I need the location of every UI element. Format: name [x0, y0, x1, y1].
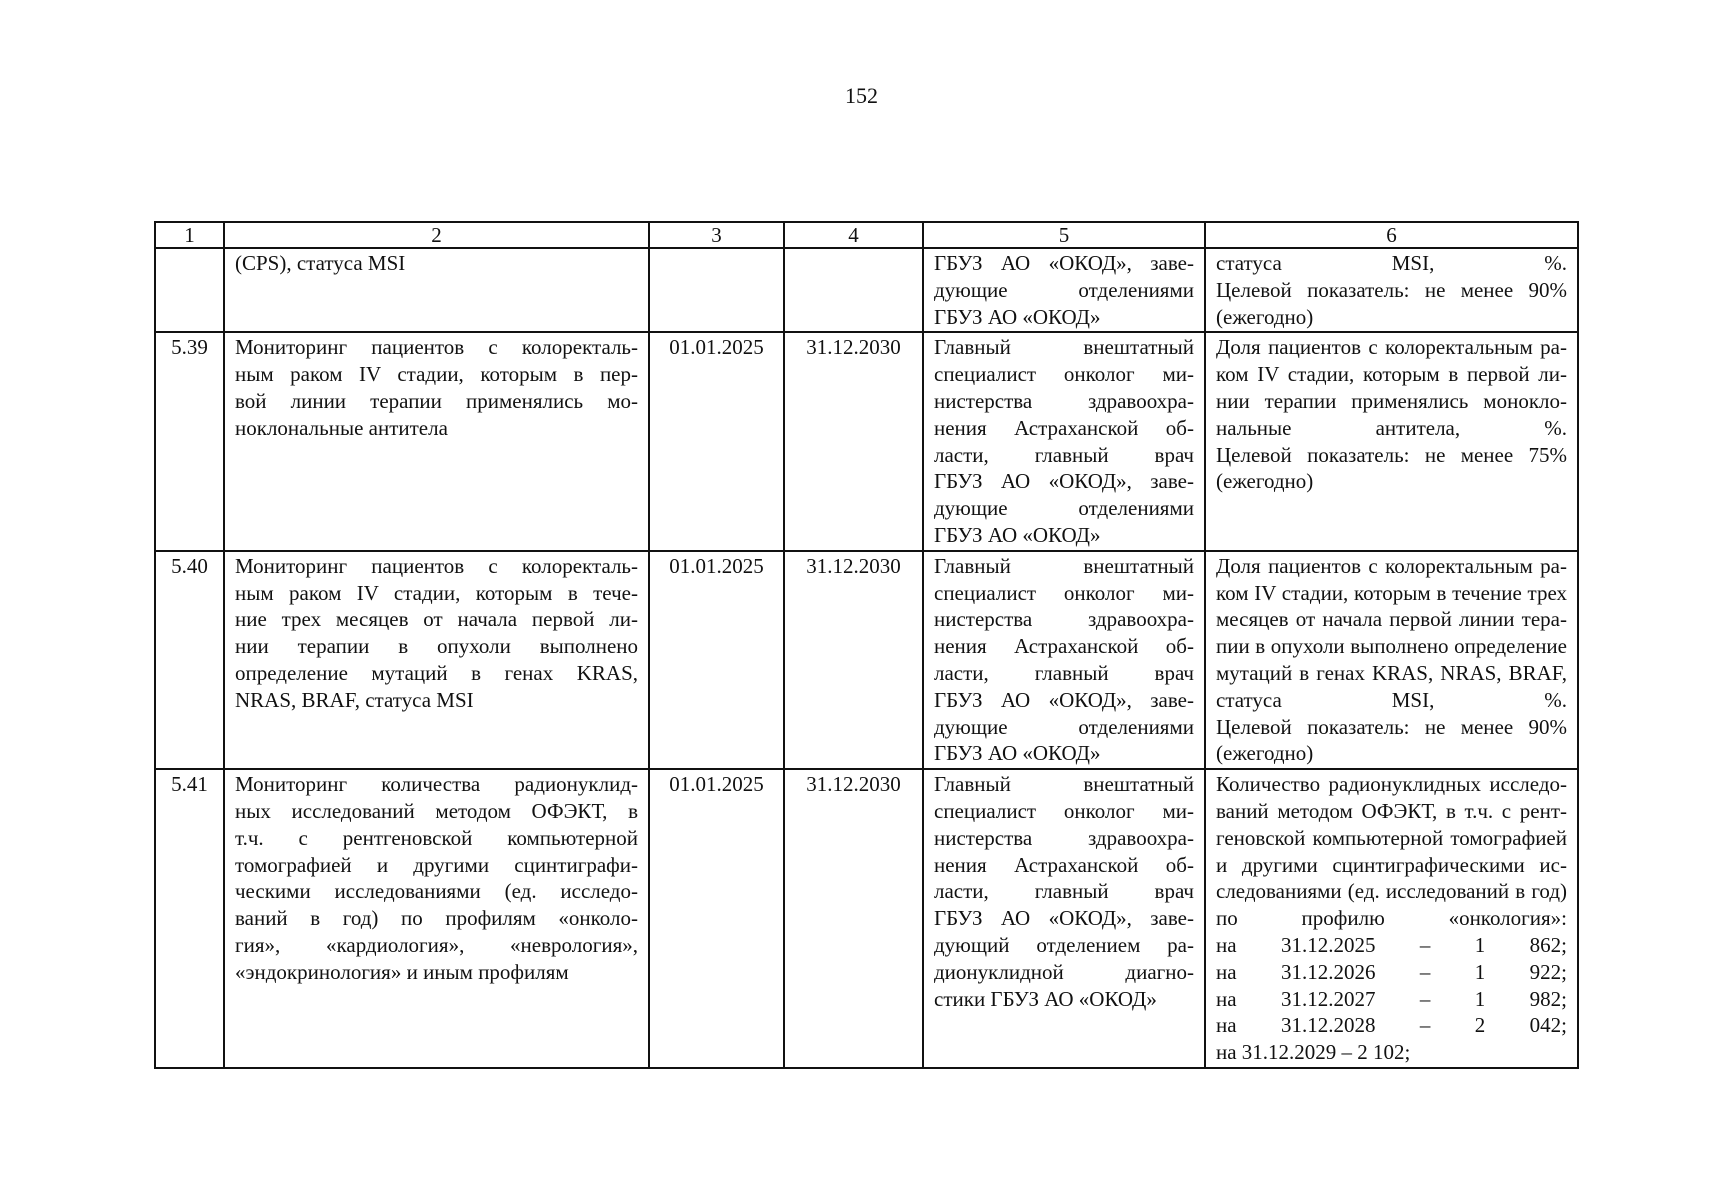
measure-cell-line: томографией и другими сцинтиграфи-: [235, 852, 638, 877]
indicator-cell-line: статуса MSI, %.: [1216, 251, 1567, 275]
indicator-cell-line: на 31.12.2025 – 1 862;: [1216, 932, 1567, 957]
measure-cell-line: определение мутаций в генах KRAS,: [235, 660, 638, 685]
measure-cell-line: NRAS, BRAF, статуса MSI: [235, 687, 474, 712]
indicator-cell-line: Целевой показатель: не менее 75%: [1216, 442, 1567, 467]
measure-cell: [224, 248, 649, 332]
row-number: 5.40: [155, 551, 224, 769]
indicator-cell-line: мутаций в генах KRAS, NRAS, BRAF,: [1216, 660, 1567, 685]
indicator-cell-line: нальные антитела, %.: [1216, 415, 1567, 440]
responsible-cell: [923, 551, 1205, 769]
measure-cell-line: Мониторинг пациентов с колоректаль-: [235, 335, 638, 360]
indicator-cell-line: ваний методом ОФЭКТ, в т.ч. с рент-: [1216, 798, 1567, 823]
responsible-cell-line: нистерства здравоохра-: [934, 388, 1194, 413]
responsible-cell-line: стики ГБУЗ АО «ОКОД»: [934, 986, 1157, 1011]
indicator-cell-line: на 31.12.2027 – 1 982;: [1216, 986, 1567, 1011]
responsible-cell-line: ГБУЗ АО «ОКОД», заве-: [934, 906, 1194, 931]
indicator-cell-line: месяцев от начала первой линии тера-: [1216, 607, 1567, 632]
end-date: [784, 248, 923, 332]
row-number: 5.41: [155, 769, 224, 1068]
responsible-cell-line: ГБУЗ АО «ОКОД», заве-: [934, 469, 1194, 494]
table-row: [155, 248, 1578, 332]
indicator-cell-line: и другими сцинтиграфическими ис-: [1216, 852, 1567, 877]
responsible-cell-line: нения Астраханской об-: [934, 852, 1194, 877]
responsible-cell-line: ласти, главный врач: [934, 660, 1194, 685]
responsible-cell-line: ГБУЗ АО «ОКОД»: [934, 304, 1101, 329]
responsible-cell-line: дующие отделениями: [934, 277, 1194, 302]
indicator-cell-line: пии в опухоли выполнено определение: [1216, 634, 1567, 659]
indicator-cell-line: Доля пациентов с колоректальным ра-: [1216, 335, 1567, 360]
measure-cell-line: ных исследований методом ОФЭКТ, в: [235, 798, 638, 823]
measure-cell-line: ным раком IV стадии, которым в тече-: [235, 580, 638, 605]
responsible-cell-line: нистерства здравоохра-: [934, 607, 1194, 632]
measure-cell: [224, 551, 649, 769]
indicator-cell-line: Количество радионуклидных исследо-: [1216, 772, 1567, 797]
responsible-cell-line: специалист онколог ми-: [934, 362, 1194, 387]
indicator-cell-line: Целевой показатель: не менее 90%: [1216, 277, 1567, 302]
measure-cell-line: вой линии терапии применялись мо-: [235, 388, 638, 413]
column-header-4: 4: [784, 222, 923, 248]
measure-cell-line: ваний в год) по профилям «онколо-: [235, 906, 638, 931]
indicator-cell-line: (ежегодно): [1216, 741, 1314, 766]
start-date: [649, 248, 784, 332]
measure-cell-line: ным раком IV стадии, которым в пер-: [235, 362, 638, 387]
indicator-cell-line: ком IV стадии, которым в первой ли-: [1216, 362, 1567, 387]
responsible-cell-line: ГБУЗ АО «ОКОД»: [934, 522, 1101, 547]
indicator-cell-line: геновской компьютерной томографией: [1216, 825, 1567, 850]
measure-cell-line: Мониторинг количества радионуклид-: [235, 772, 638, 797]
measure-cell-line: нии терапии в опухоли выполнено: [235, 634, 638, 659]
responsible-cell: [923, 769, 1205, 1068]
measure-cell-line: Мониторинг пациентов с колоректаль-: [235, 553, 638, 578]
table-row: [155, 551, 1578, 769]
measure-cell-line: ноклональные антитела: [235, 415, 448, 440]
plan-table: [154, 221, 1579, 1069]
table-body: [155, 248, 1578, 1068]
measure-cell-line: ческими исследованиями (ед. исследо-: [235, 879, 638, 904]
responsible-cell-line: нения Астраханской об-: [934, 415, 1194, 440]
responsible-cell-line: дующие отделениями: [934, 714, 1194, 739]
table-row: [155, 769, 1578, 1068]
table-row: [155, 332, 1578, 550]
measure-cell: [224, 769, 649, 1068]
column-number-row: [155, 222, 1578, 248]
responsible-cell-line: специалист онколог ми-: [934, 798, 1194, 823]
indicator-cell-line: (ежегодно): [1216, 469, 1314, 494]
measure-cell-line: т.ч. с рентгеновской компьютерной: [235, 825, 638, 850]
start-date: 01.01.2025: [649, 769, 784, 1068]
responsible-cell-line: ГБУЗ АО «ОКОД»: [934, 741, 1101, 766]
measure-cell-line: ние трех месяцев от начала первой ли-: [235, 607, 638, 632]
indicator-cell-line: (ежегодно): [1216, 304, 1314, 329]
responsible-cell-line: ласти, главный врач: [934, 442, 1194, 467]
responsible-cell-line: нения Астраханской об-: [934, 634, 1194, 659]
responsible-cell: [923, 332, 1205, 550]
indicator-cell-line: статуса MSI, %.: [1216, 687, 1567, 712]
indicator-cell-line: нии терапии применялись моноклo-: [1216, 388, 1567, 413]
measure-cell-line: «эндокринология» и иным профилям: [235, 959, 569, 984]
end-date: 31.12.2030: [784, 551, 923, 769]
indicator-cell: [1205, 769, 1578, 1068]
row-number: 5.39: [155, 332, 224, 550]
responsible-cell-line: Главный внештатный: [934, 335, 1194, 360]
indicator-cell-line: ком IV стадии, которым в течение трех: [1216, 580, 1567, 605]
column-header-2: 2: [224, 222, 649, 248]
responsible-cell-line: дионуклидной диагно-: [934, 959, 1194, 984]
indicator-cell-line: на 31.12.2029 – 2 102;: [1216, 1040, 1411, 1065]
responsible-cell-line: ласти, главный врач: [934, 879, 1194, 904]
indicator-cell: [1205, 332, 1578, 550]
row-number: [155, 248, 224, 332]
responsible-cell-line: ГБУЗ АО «ОКОД», заве-: [934, 251, 1194, 275]
responsible-cell: [923, 248, 1205, 332]
start-date: 01.01.2025: [649, 551, 784, 769]
measure-cell-line: (CPS), статуса MSI: [235, 251, 406, 275]
column-header-1: 1: [155, 222, 224, 248]
page-number: 152: [845, 83, 878, 108]
indicator-cell-line: следованиями (ед. исследований в год): [1216, 879, 1567, 904]
indicator-cell-line: на 31.12.2026 – 1 922;: [1216, 959, 1567, 984]
end-date: 31.12.2030: [784, 769, 923, 1068]
end-date: 31.12.2030: [784, 332, 923, 550]
measure-cell: [224, 332, 649, 550]
indicator-cell-line: на 31.12.2028 – 2 042;: [1216, 1013, 1567, 1038]
responsible-cell-line: ГБУЗ АО «ОКОД», заве-: [934, 687, 1194, 712]
column-header-3: 3: [649, 222, 784, 248]
responsible-cell-line: нистерства здравоохра-: [934, 825, 1194, 850]
responsible-cell-line: Главный внештатный: [934, 553, 1194, 578]
indicator-cell-line: Целевой показатель: не менее 90%: [1216, 714, 1567, 739]
responsible-cell-line: дующие отделениями: [934, 496, 1194, 521]
responsible-cell-line: дующий отделением ра-: [934, 932, 1194, 957]
start-date: 01.01.2025: [649, 332, 784, 550]
indicator-cell: [1205, 248, 1578, 332]
measure-cell-line: гия», «кардиология», «неврология»,: [235, 932, 638, 957]
responsible-cell-line: специалист онколог ми-: [934, 580, 1194, 605]
indicator-cell-line: по профилю «онкология»:: [1216, 906, 1567, 931]
responsible-cell-line: Главный внештатный: [934, 772, 1194, 797]
column-header-6: 6: [1205, 222, 1578, 248]
indicator-cell: [1205, 551, 1578, 769]
column-header-5: 5: [923, 222, 1205, 248]
indicator-cell-line: Доля пациентов с колоректальным ра-: [1216, 553, 1567, 578]
